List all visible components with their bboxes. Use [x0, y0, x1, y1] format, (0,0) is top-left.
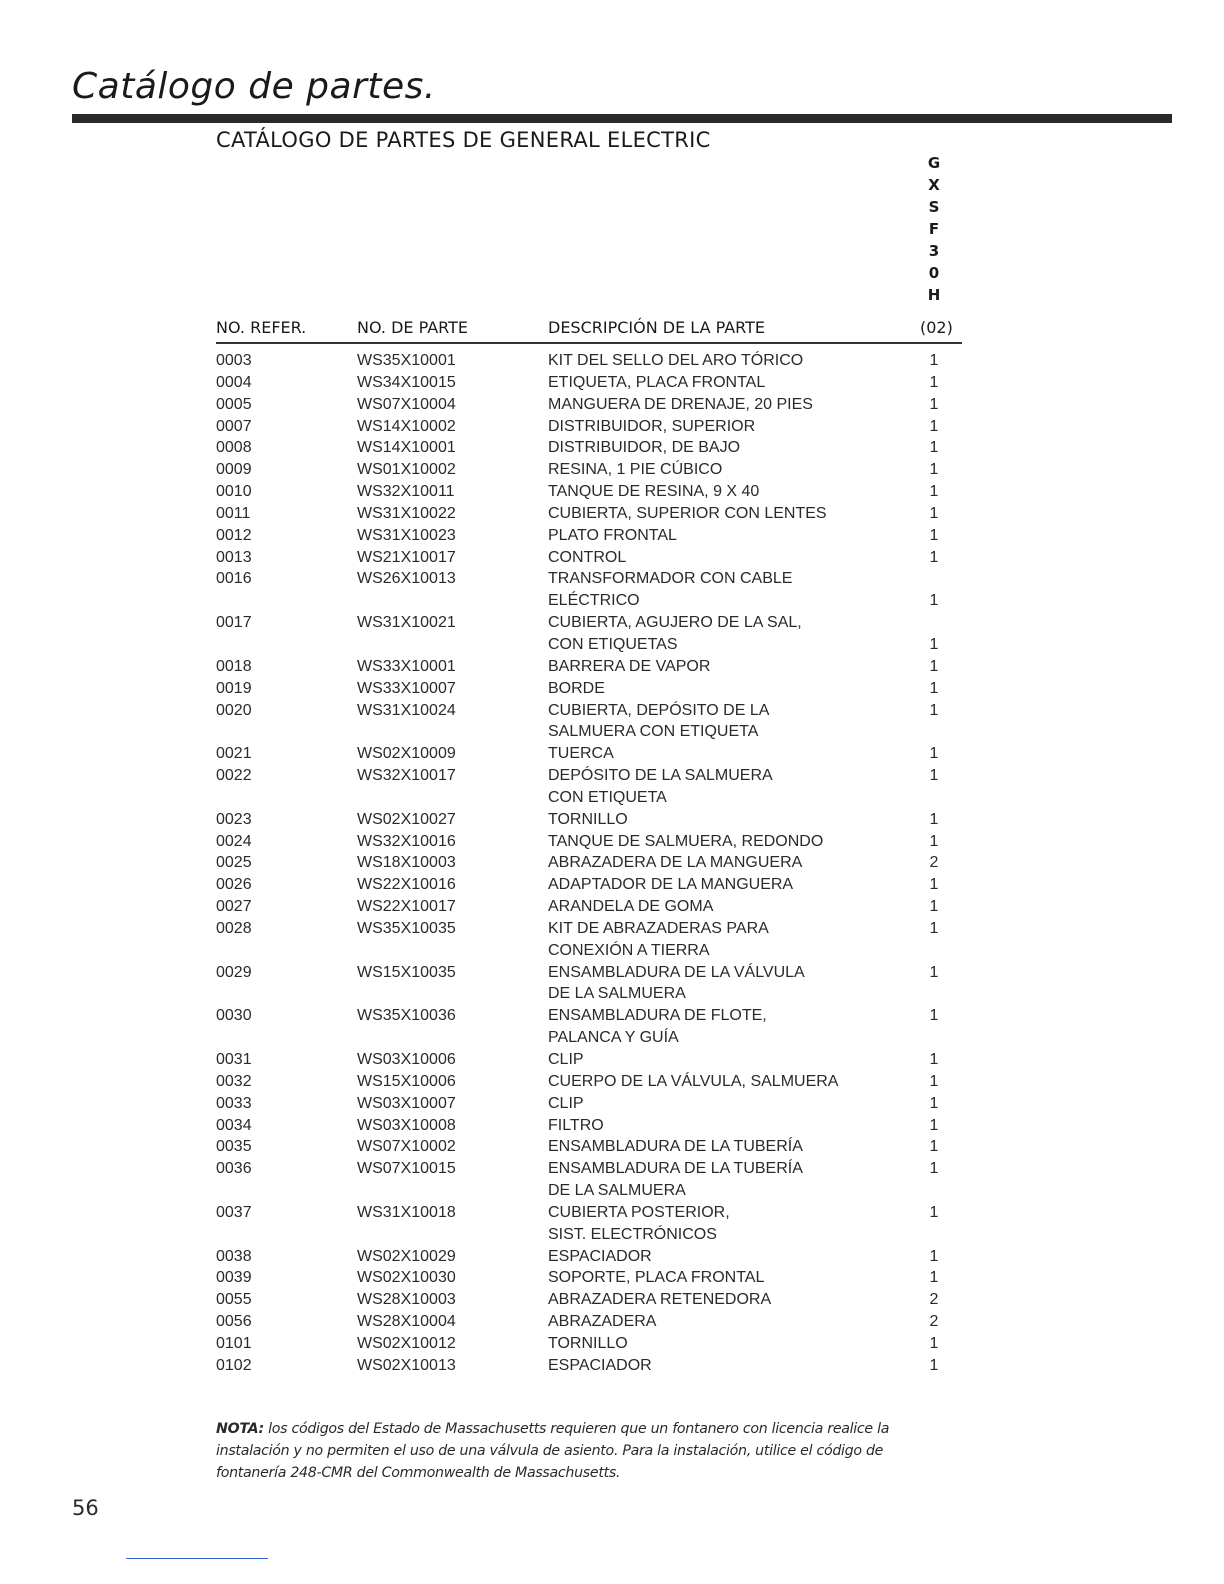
quantity: 1: [929, 745, 939, 763]
table-row-line: [216, 983, 964, 1005]
note-text: los códigos del Estado de Massachusetts requieren que un fontanero con licencia realice la instalación y no permiten el uso de una válvula de asiento. Para la instalación, utilice el código de fontanería 248-CMR del Commonwealth de Massachusetts.: [216, 1421, 890, 1481]
quantity: 1: [929, 483, 939, 501]
table-row-line: [216, 700, 964, 722]
quantity: 1: [929, 592, 939, 610]
ref-number: 0027: [216, 898, 252, 916]
table-row-line: [216, 481, 964, 503]
part-number: WS15X10035: [357, 963, 456, 981]
table-row-line: [216, 787, 964, 809]
part-description: TORNILLO: [548, 1334, 628, 1352]
part-description: DEPÓSITO DE LA SALMUERA: [548, 767, 773, 785]
part-description: CONTROL: [548, 548, 627, 566]
quantity: 1: [929, 1334, 939, 1352]
table-row: [216, 1246, 964, 1268]
table-row: [216, 700, 964, 744]
model-letter: 3: [928, 242, 940, 260]
ref-number: 0018: [216, 657, 252, 675]
ref-number: 0024: [216, 832, 252, 850]
table-row-line: [216, 612, 964, 634]
quantity: 1: [929, 395, 939, 413]
ref-number: 0003: [216, 352, 252, 369]
table-row: [216, 743, 964, 765]
table-row: [216, 1202, 964, 1246]
table-row-line: [216, 459, 964, 481]
header-rule: [216, 342, 962, 344]
part-number: WS14X10002: [357, 417, 456, 435]
table-row-line: [216, 372, 964, 394]
table-row: [216, 874, 964, 896]
table-row: [216, 1049, 964, 1071]
ref-number: 0031: [216, 1051, 252, 1068]
ref-number: 0055: [216, 1291, 252, 1309]
model-letter: S: [928, 198, 940, 216]
table-row: [216, 809, 964, 831]
quantity: 2: [929, 854, 939, 872]
quantity: 1: [929, 919, 939, 937]
table-row-line: [216, 852, 964, 874]
part-description: ELÉCTRICO: [548, 592, 640, 610]
quantity: 1: [929, 767, 939, 785]
ref-number: 0030: [216, 1007, 252, 1025]
ref-number: 0039: [216, 1269, 252, 1287]
table-row-line: [216, 1027, 964, 1049]
quantity: 1: [929, 439, 939, 457]
part-number: WS21X10017: [357, 548, 456, 566]
part-number: WS35X10036: [357, 1007, 456, 1025]
table-row-line: [216, 1136, 964, 1158]
part-number: WS03X10007: [357, 1094, 456, 1112]
ref-number: 0102: [216, 1356, 252, 1374]
part-description: PALANCA Y GUÍA: [548, 1029, 679, 1047]
part-description: ENSAMBLADURA DE LA TUBERÍA: [548, 1160, 803, 1178]
ref-number: 0007: [216, 417, 252, 435]
quantity: 1: [929, 461, 939, 479]
ref-number: 0010: [216, 483, 252, 501]
table-row-line: [216, 962, 964, 984]
model-letter: F: [928, 220, 940, 238]
part-description: CLIP: [548, 1094, 584, 1112]
table-row-line: [216, 918, 964, 940]
model-number-vertical: [924, 152, 944, 306]
table-row: [216, 1093, 964, 1115]
part-description: CON ETIQUETAS: [548, 635, 678, 653]
part-description: ENSAMBLADURA DE FLOTE,: [548, 1007, 767, 1025]
ref-number: 0019: [216, 679, 252, 697]
quantity: 1: [929, 963, 939, 981]
part-number: WS32X10011: [357, 483, 455, 501]
part-number: WS28X10004: [357, 1313, 456, 1331]
header-qty: (02): [920, 318, 953, 337]
table-row: [216, 1136, 964, 1158]
part-number: WS32X10017: [357, 767, 456, 785]
table-row-line: [216, 1115, 964, 1137]
ref-number: 0011: [216, 504, 251, 522]
quantity: 1: [929, 679, 939, 697]
part-number: WS01X10002: [357, 461, 456, 479]
ref-number: 0028: [216, 919, 252, 937]
part-description: FILTRO: [548, 1116, 604, 1134]
part-number: WS35X10001: [357, 352, 456, 369]
part-description: CUBIERTA, SUPERIOR CON LENTES: [548, 504, 827, 522]
table-row-line: [216, 721, 964, 743]
ref-number: 0013: [216, 548, 252, 566]
quantity: 1: [929, 1116, 939, 1134]
table-row-line: [216, 634, 964, 656]
table-row: [216, 1333, 964, 1355]
model-letter: X: [928, 176, 940, 194]
ref-number: 0026: [216, 876, 252, 894]
quantity: 1: [929, 1203, 939, 1221]
quantity: 1: [929, 1094, 939, 1112]
table-row: [216, 962, 964, 1006]
table-row: [216, 852, 964, 874]
quantity: 1: [929, 352, 939, 369]
table-row-line: [216, 1355, 964, 1377]
part-description: PLATO FRONTAL: [548, 526, 677, 544]
quantity: 2: [929, 1313, 939, 1331]
part-number: WS02X10030: [357, 1269, 456, 1287]
table-row: [216, 481, 964, 503]
table-row-line: [216, 678, 964, 700]
table-row: [216, 896, 964, 918]
part-description: ABRAZADERA: [548, 1313, 657, 1331]
table-row: [216, 568, 964, 612]
ref-number: 0037: [216, 1203, 252, 1221]
table-row-line: [216, 416, 964, 438]
page-title: Catálogo de partes.: [72, 66, 436, 107]
ref-number: 0056: [216, 1313, 252, 1331]
part-description: CUBIERTA POSTERIOR,: [548, 1203, 730, 1221]
part-description: TORNILLO: [548, 810, 628, 828]
ref-number: 0025: [216, 854, 252, 872]
quantity: 1: [929, 526, 939, 544]
quantity: 1: [929, 657, 939, 675]
part-number: WS18X10003: [357, 854, 456, 872]
table-row-line: [216, 1289, 964, 1311]
part-description: SALMUERA CON ETIQUETA: [548, 723, 759, 741]
quantity: 1: [929, 1007, 939, 1025]
part-number: WS07X10002: [357, 1138, 456, 1156]
ref-number: 0022: [216, 767, 252, 785]
ref-number: 0023: [216, 810, 252, 828]
part-number: WS31X10023: [357, 526, 456, 544]
table-row-line: [216, 896, 964, 918]
quantity: 1: [929, 1269, 939, 1287]
quantity: 1: [929, 635, 939, 653]
table-row-line: [216, 1180, 964, 1202]
table-row-line: [216, 874, 964, 896]
part-number: WS02X10012: [357, 1334, 456, 1352]
quantity: 1: [929, 548, 939, 566]
part-description: KIT DE ABRAZADERAS PARA: [548, 919, 769, 937]
quantity: 1: [929, 1160, 939, 1178]
part-number: WS31X10018: [357, 1203, 456, 1221]
table-row-line: [216, 1267, 964, 1289]
table-row: [216, 394, 964, 416]
part-description: SIST. ELECTRÓNICOS: [548, 1225, 717, 1243]
table-row: [216, 831, 964, 853]
table-row-line: [216, 394, 964, 416]
part-number: WS31X10024: [357, 701, 456, 719]
header-part: NO. DE PARTE: [357, 318, 469, 337]
part-number: WS35X10035: [357, 919, 456, 937]
model-letter: 0: [928, 264, 940, 282]
table-row: [216, 372, 964, 394]
part-number: WS22X10017: [357, 898, 456, 916]
table-row-line: [216, 1246, 964, 1268]
table-row-line: [216, 525, 964, 547]
part-number: WS26X10013: [357, 570, 456, 588]
note: [216, 1418, 906, 1484]
part-description: BORDE: [548, 679, 605, 697]
table-row-line: [216, 1224, 964, 1246]
ref-number: 0029: [216, 963, 252, 981]
table-row: [216, 1115, 964, 1137]
part-number: WS28X10003: [357, 1291, 456, 1309]
table-row-line: [216, 568, 964, 590]
header-ref: NO. REFER.: [216, 318, 307, 337]
part-number: WS22X10016: [357, 876, 456, 894]
part-number: WS34X10015: [357, 373, 456, 391]
part-description: CON ETIQUETA: [548, 788, 667, 806]
model-letter: H: [927, 286, 941, 304]
ref-number: 0101: [216, 1334, 252, 1352]
part-description: CUBIERTA, DEPÓSITO DE LA: [548, 701, 770, 719]
part-description: ARANDELA DE GOMA: [548, 898, 714, 916]
table-row-line: [216, 656, 964, 678]
column-headers: [216, 318, 964, 342]
ref-number: 0012: [216, 526, 252, 544]
ref-number: 0021: [216, 745, 252, 763]
page-number: 56: [72, 1496, 99, 1520]
table-row-line: [216, 831, 964, 853]
part-description: CONEXIÓN A TIERRA: [548, 941, 710, 959]
part-description: TANQUE DE RESINA, 9 X 40: [548, 483, 760, 501]
quantity: 1: [929, 1051, 939, 1068]
part-description: DE LA SALMUERA: [548, 985, 686, 1003]
table-row: [216, 1158, 964, 1202]
table-row: [216, 656, 964, 678]
quantity: 1: [929, 810, 939, 828]
part-description: ETIQUETA, PLACA FRONTAL: [548, 373, 766, 391]
ref-number: 0017: [216, 614, 252, 632]
quantity: 1: [929, 876, 939, 894]
ref-number: 0016: [216, 570, 252, 588]
table-row-line: [216, 1202, 964, 1224]
quantity: 1: [929, 373, 939, 391]
table-row-line: [216, 1005, 964, 1027]
quantity: 1: [929, 417, 939, 435]
part-description: MANGUERA DE DRENAJE, 20 PIES: [548, 395, 813, 413]
table-row: [216, 765, 964, 809]
ref-number: 0034: [216, 1116, 252, 1134]
part-number: WS02X10013: [357, 1356, 456, 1374]
part-number: WS03X10006: [357, 1051, 456, 1068]
table-row-line: [216, 437, 964, 459]
part-description: CUERPO DE LA VÁLVULA, SALMUERA: [548, 1072, 839, 1090]
part-number: WS31X10022: [357, 504, 456, 522]
ref-number: 0035: [216, 1138, 252, 1156]
table-row: [216, 459, 964, 481]
part-number: WS07X10015: [357, 1160, 456, 1178]
table-row-line: [216, 743, 964, 765]
ref-number: 0038: [216, 1247, 252, 1265]
catalog-heading: CATÁLOGO DE PARTES DE GENERAL ELECTRIC: [216, 128, 711, 152]
note-label: NOTA:: [216, 1421, 264, 1437]
part-number: WS07X10004: [357, 395, 456, 413]
table-row-line: [216, 940, 964, 962]
part-description: ENSAMBLADURA DE LA TUBERÍA: [548, 1138, 803, 1156]
ref-number: 0020: [216, 701, 252, 719]
part-number: WS02X10027: [357, 810, 456, 828]
table-row-line: [216, 503, 964, 525]
part-number: WS31X10021: [357, 614, 456, 632]
part-description: TANQUE DE SALMUERA, REDONDO: [548, 832, 824, 850]
part-description: CLIP: [548, 1051, 584, 1068]
quantity: 1: [929, 832, 939, 850]
table-row: [216, 1355, 964, 1377]
part-description: BARRERA DE VAPOR: [548, 657, 711, 675]
ref-number: 0036: [216, 1160, 252, 1178]
part-description: TRANSFORMADOR CON CABLE: [548, 570, 793, 588]
part-description: KIT DEL SELLO DEL ARO TÓRICO: [548, 352, 804, 369]
table-row: [216, 503, 964, 525]
table-row-line: [216, 1158, 964, 1180]
part-description: ENSAMBLADURA DE LA VÁLVULA: [548, 963, 805, 981]
part-number: WS33X10001: [357, 657, 456, 675]
table-row: [216, 1311, 964, 1333]
table-row: [216, 1267, 964, 1289]
title-rule: [72, 114, 1172, 123]
table-row: [216, 612, 964, 656]
ref-number: 0004: [216, 373, 252, 391]
parts-table: [216, 350, 964, 1377]
table-row: [216, 918, 964, 962]
ref-number: 0009: [216, 461, 252, 479]
quantity: 1: [929, 1356, 939, 1374]
quantity: 1: [929, 898, 939, 916]
part-description: ABRAZADERA DE LA MANGUERA: [548, 854, 803, 872]
ref-number: 0032: [216, 1072, 252, 1090]
table-row: [216, 678, 964, 700]
quantity: 1: [929, 1138, 939, 1156]
part-description: ADAPTADOR DE LA MANGUERA: [548, 876, 794, 894]
table-row-line: [216, 809, 964, 831]
part-description: DISTRIBUIDOR, DE BAJO: [548, 439, 741, 457]
part-number: WS03X10008: [357, 1116, 456, 1134]
part-description: CUBIERTA, AGUJERO DE LA SAL,: [548, 614, 802, 632]
table-row-line: [216, 590, 964, 612]
table-row-line: [216, 1311, 964, 1333]
table-row-line: [216, 765, 964, 787]
table-row: [216, 547, 964, 569]
table-row-line: [216, 350, 964, 372]
quantity: 2: [929, 1291, 939, 1309]
table-row-line: [216, 1093, 964, 1115]
quantity: 1: [929, 504, 939, 522]
part-description: DE LA SALMUERA: [548, 1182, 686, 1200]
part-number: WS02X10009: [357, 745, 456, 763]
part-description: ABRAZADERA RETENEDORA: [548, 1291, 772, 1309]
part-number: WS33X10007: [357, 679, 456, 697]
ref-number: 0005: [216, 395, 252, 413]
quantity: 1: [929, 1072, 939, 1090]
table-row: [216, 1071, 964, 1093]
quantity: 1: [929, 701, 939, 719]
model-letter: G: [927, 154, 941, 172]
table-row: [216, 416, 964, 438]
part-number: WS14X10001: [357, 439, 456, 457]
table-row-line: [216, 547, 964, 569]
part-description: RESINA, 1 PIE CÚBICO: [548, 461, 723, 479]
ref-number: 0008: [216, 439, 252, 457]
table-row-line: [216, 1333, 964, 1355]
header-desc: DESCRIPCIÓN DE LA PARTE: [548, 318, 766, 337]
part-description: ESPACIADOR: [548, 1247, 652, 1265]
part-description: DISTRIBUIDOR, SUPERIOR: [548, 417, 756, 435]
table-row-line: [216, 1049, 964, 1071]
part-description: ESPACIADOR: [548, 1356, 652, 1374]
table-row: [216, 525, 964, 547]
footer-rule: [126, 1558, 268, 1559]
part-number: WS15X10006: [357, 1072, 456, 1090]
part-description: TUERCA: [548, 745, 614, 763]
ref-number: 0033: [216, 1094, 252, 1112]
quantity: 1: [929, 1247, 939, 1265]
table-row: [216, 350, 964, 372]
table-row: [216, 1005, 964, 1049]
part-description: SOPORTE, PLACA FRONTAL: [548, 1269, 765, 1287]
part-number: WS32X10016: [357, 832, 456, 850]
table-row-line: [216, 1071, 964, 1093]
part-number: WS02X10029: [357, 1247, 456, 1265]
table-row: [216, 437, 964, 459]
table-row: [216, 1289, 964, 1311]
